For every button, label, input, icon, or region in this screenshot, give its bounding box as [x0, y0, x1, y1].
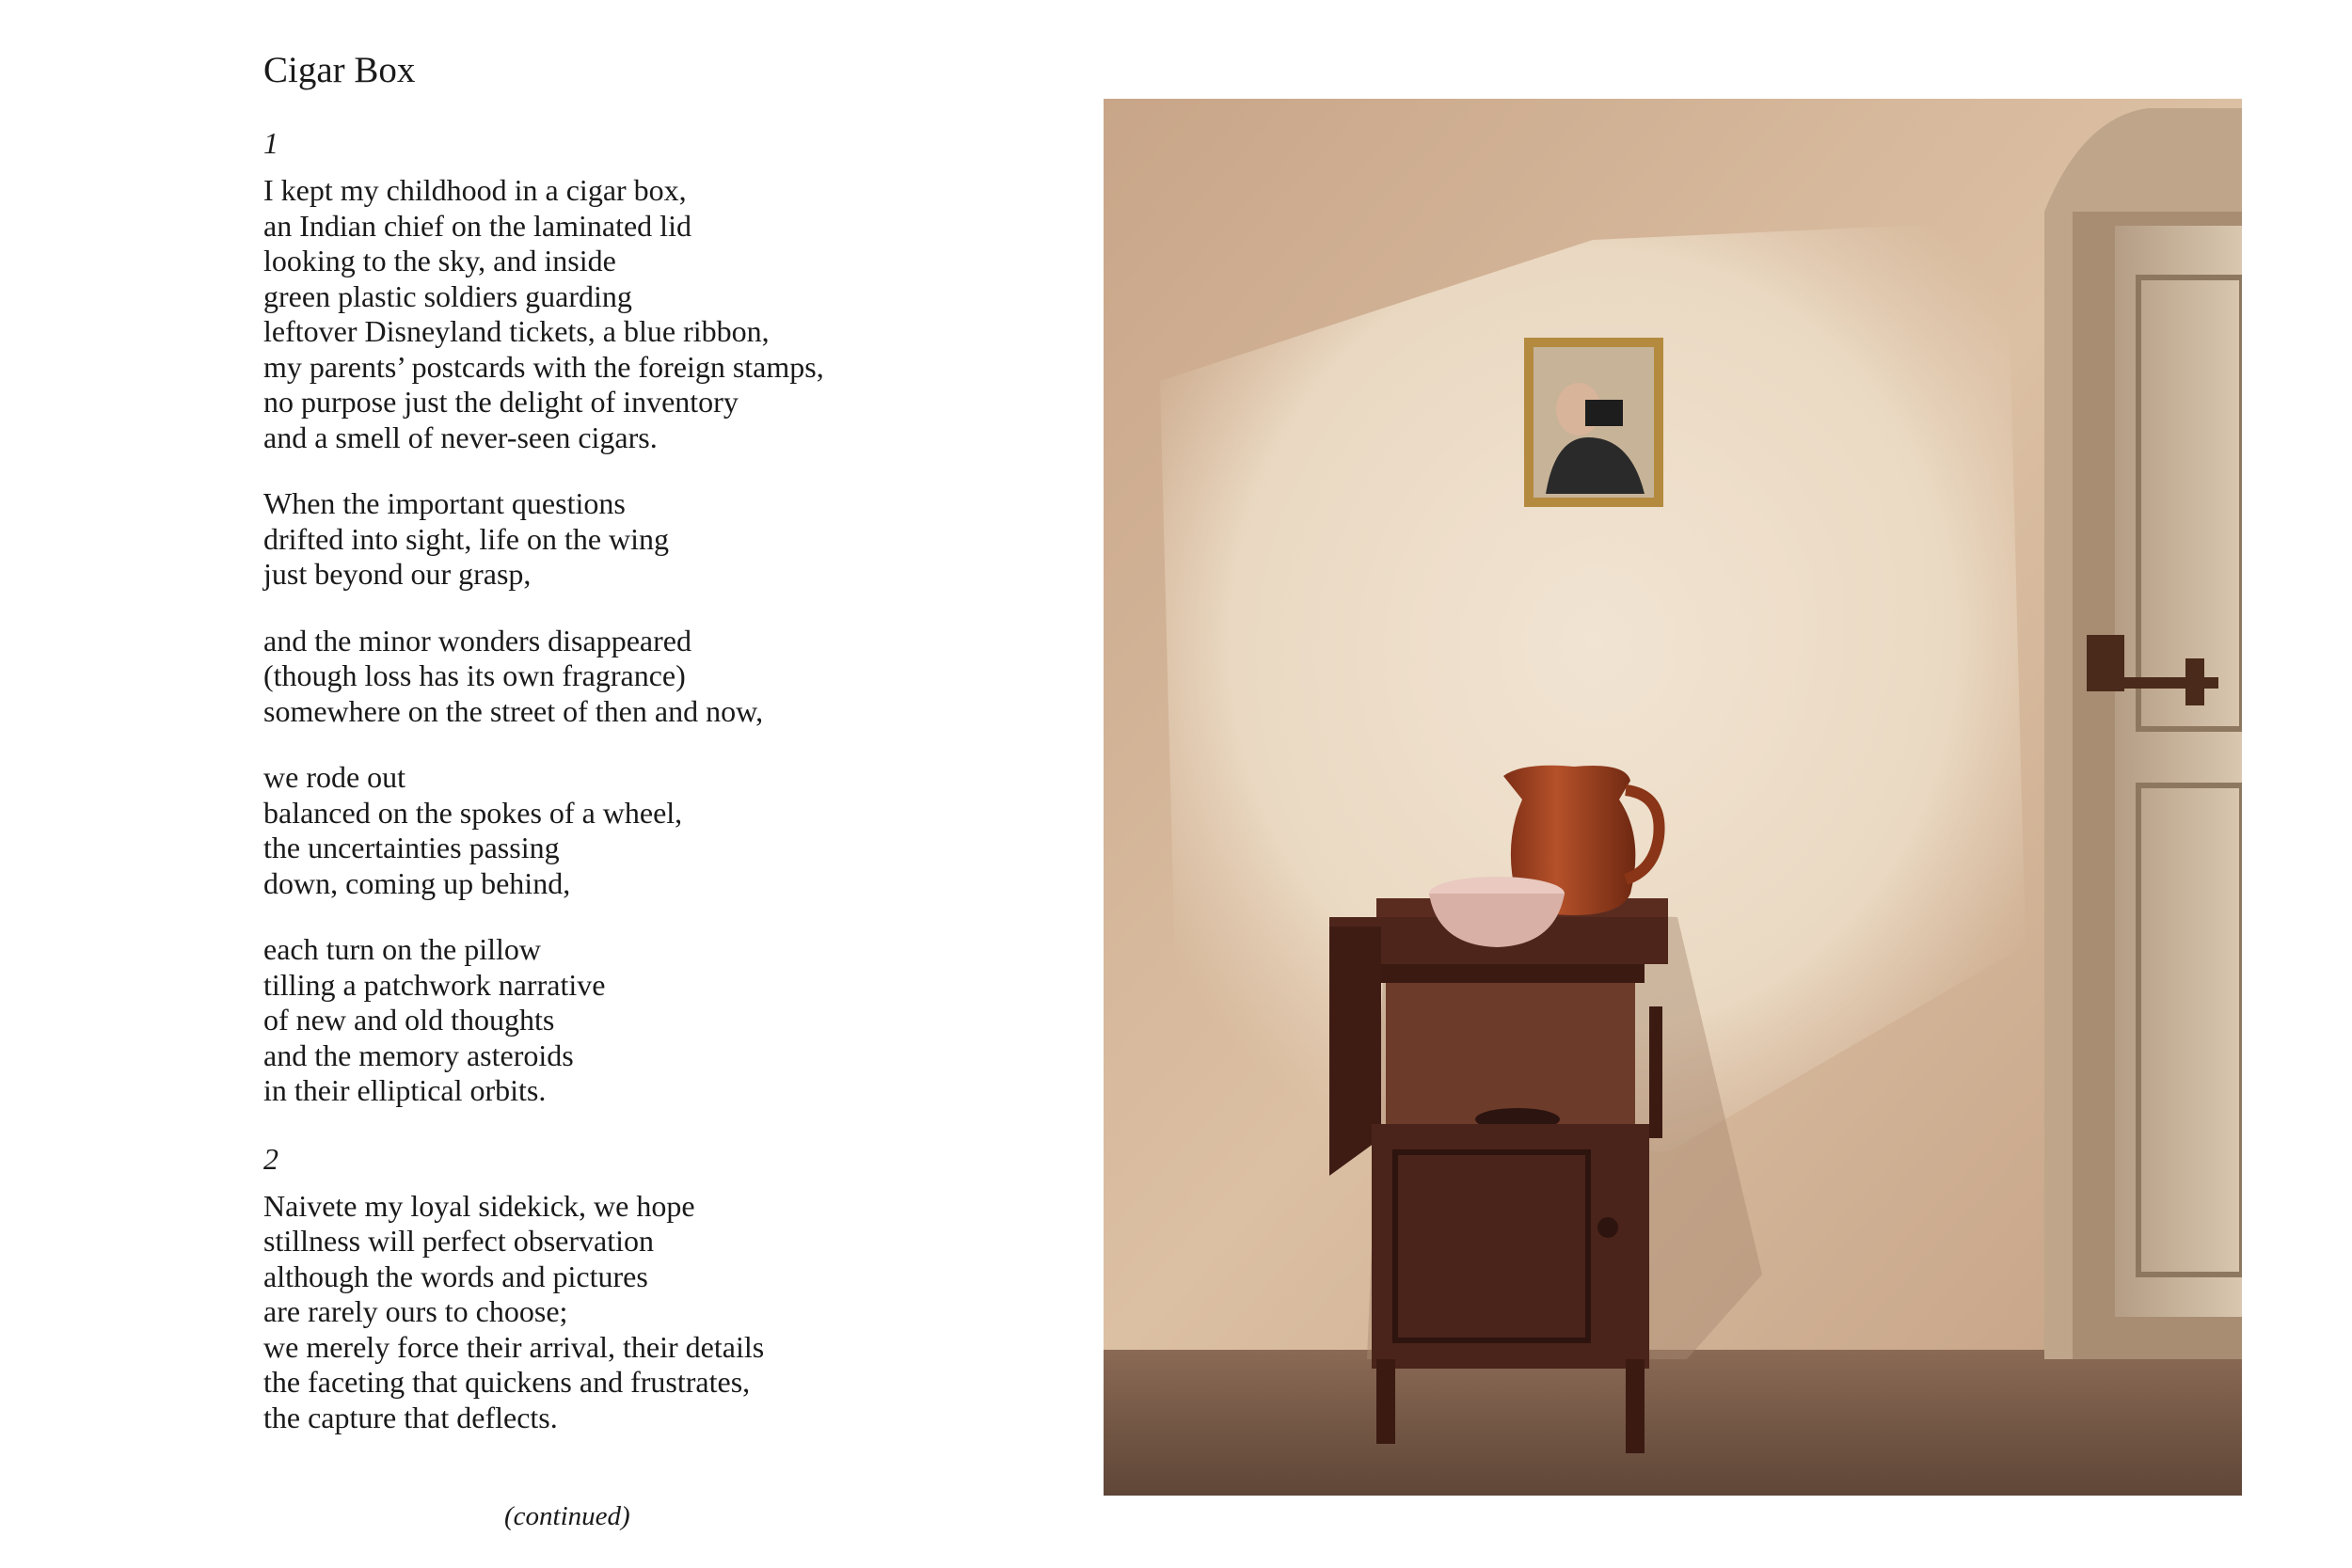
door [2115, 226, 2242, 1317]
floor [1104, 1350, 2242, 1496]
section-number: 1 [263, 126, 278, 160]
stanza [263, 760, 997, 901]
poem-line: tilling a patchwork narrative [263, 967, 606, 1002]
poem-line: I kept my childhood in a cigar box, [263, 173, 687, 207]
picture-camera [1585, 400, 1623, 426]
poem-line: (though loss has its own fragrance) [263, 658, 686, 692]
stanza [263, 932, 997, 1109]
table-leg-left [1376, 1359, 1395, 1444]
table-leg-right [1626, 1359, 1645, 1453]
poem-line: my parents’ postcards with the foreign stamps, [263, 349, 824, 384]
poem-line: we rode out [263, 760, 406, 794]
poem-line: the uncertainties passing [263, 831, 560, 864]
poem-line: are rarely ours to choose; [263, 1294, 568, 1328]
towel-bar [1649, 1006, 1662, 1138]
cabinet-knob [1597, 1217, 1618, 1238]
poem-line: an Indian chief on the laminated lid [263, 208, 691, 243]
stanza [263, 624, 997, 730]
table-open-shelf [1386, 983, 1635, 1124]
poem-line: and a smell of never-seen cigars. [263, 420, 658, 454]
poem-line: drifted into sight, life on the wing [263, 521, 670, 556]
poem-line: looking to the sky, and inside [263, 244, 616, 277]
poem-line: and the minor wonders disappeared [263, 623, 691, 657]
stanza [263, 1189, 997, 1436]
poem-line: we merely force their arrival, their details [263, 1329, 765, 1364]
poem-line: no purpose just the delight of inventory [263, 385, 739, 419]
section-number: 2 [263, 1141, 278, 1176]
poem-line: just beyond our grasp, [263, 557, 532, 591]
photograph [1104, 99, 2242, 1496]
poem-line: in their elliptical orbits. [263, 1073, 547, 1107]
poem-line: and the memory asteroids [263, 1037, 574, 1072]
poem-line: balanced on the spokes of a wheel, [263, 795, 683, 830]
table-apron [1381, 964, 1645, 983]
poem-line: although the words and pictures [263, 1259, 648, 1293]
poem-line: the capture that deflects. [263, 1400, 558, 1434]
poem-line: each turn on the pillow [263, 932, 542, 966]
poem-line: When the important questions [263, 486, 626, 520]
poem [263, 47, 997, 1466]
poem-line: green plastic soldiers guarding [263, 278, 632, 313]
poem-line: down, coming up behind, [263, 865, 571, 900]
poem-line: stillness will perfect observation [263, 1224, 655, 1258]
poem-line: the faceting that quickens and frustrates, [263, 1365, 751, 1399]
poem-sections [263, 124, 997, 1435]
poem-line: of new and old thoughts [263, 1003, 555, 1037]
poem-line: leftover Disneyland tickets, a blue ribbon, [263, 314, 770, 348]
table-cabinet [1372, 1124, 1649, 1369]
photograph-illustration [1104, 99, 2242, 1496]
poem-title: Cigar Box [263, 50, 416, 90]
continued-note: (continued) [504, 1501, 630, 1531]
poem-line: Naivete my loyal sidekick, we hope [263, 1188, 695, 1223]
stanza [263, 486, 997, 593]
stanza [263, 173, 997, 455]
latch-catch [2185, 658, 2204, 705]
poem-line: somewhere on the street of then and now, [263, 693, 764, 728]
